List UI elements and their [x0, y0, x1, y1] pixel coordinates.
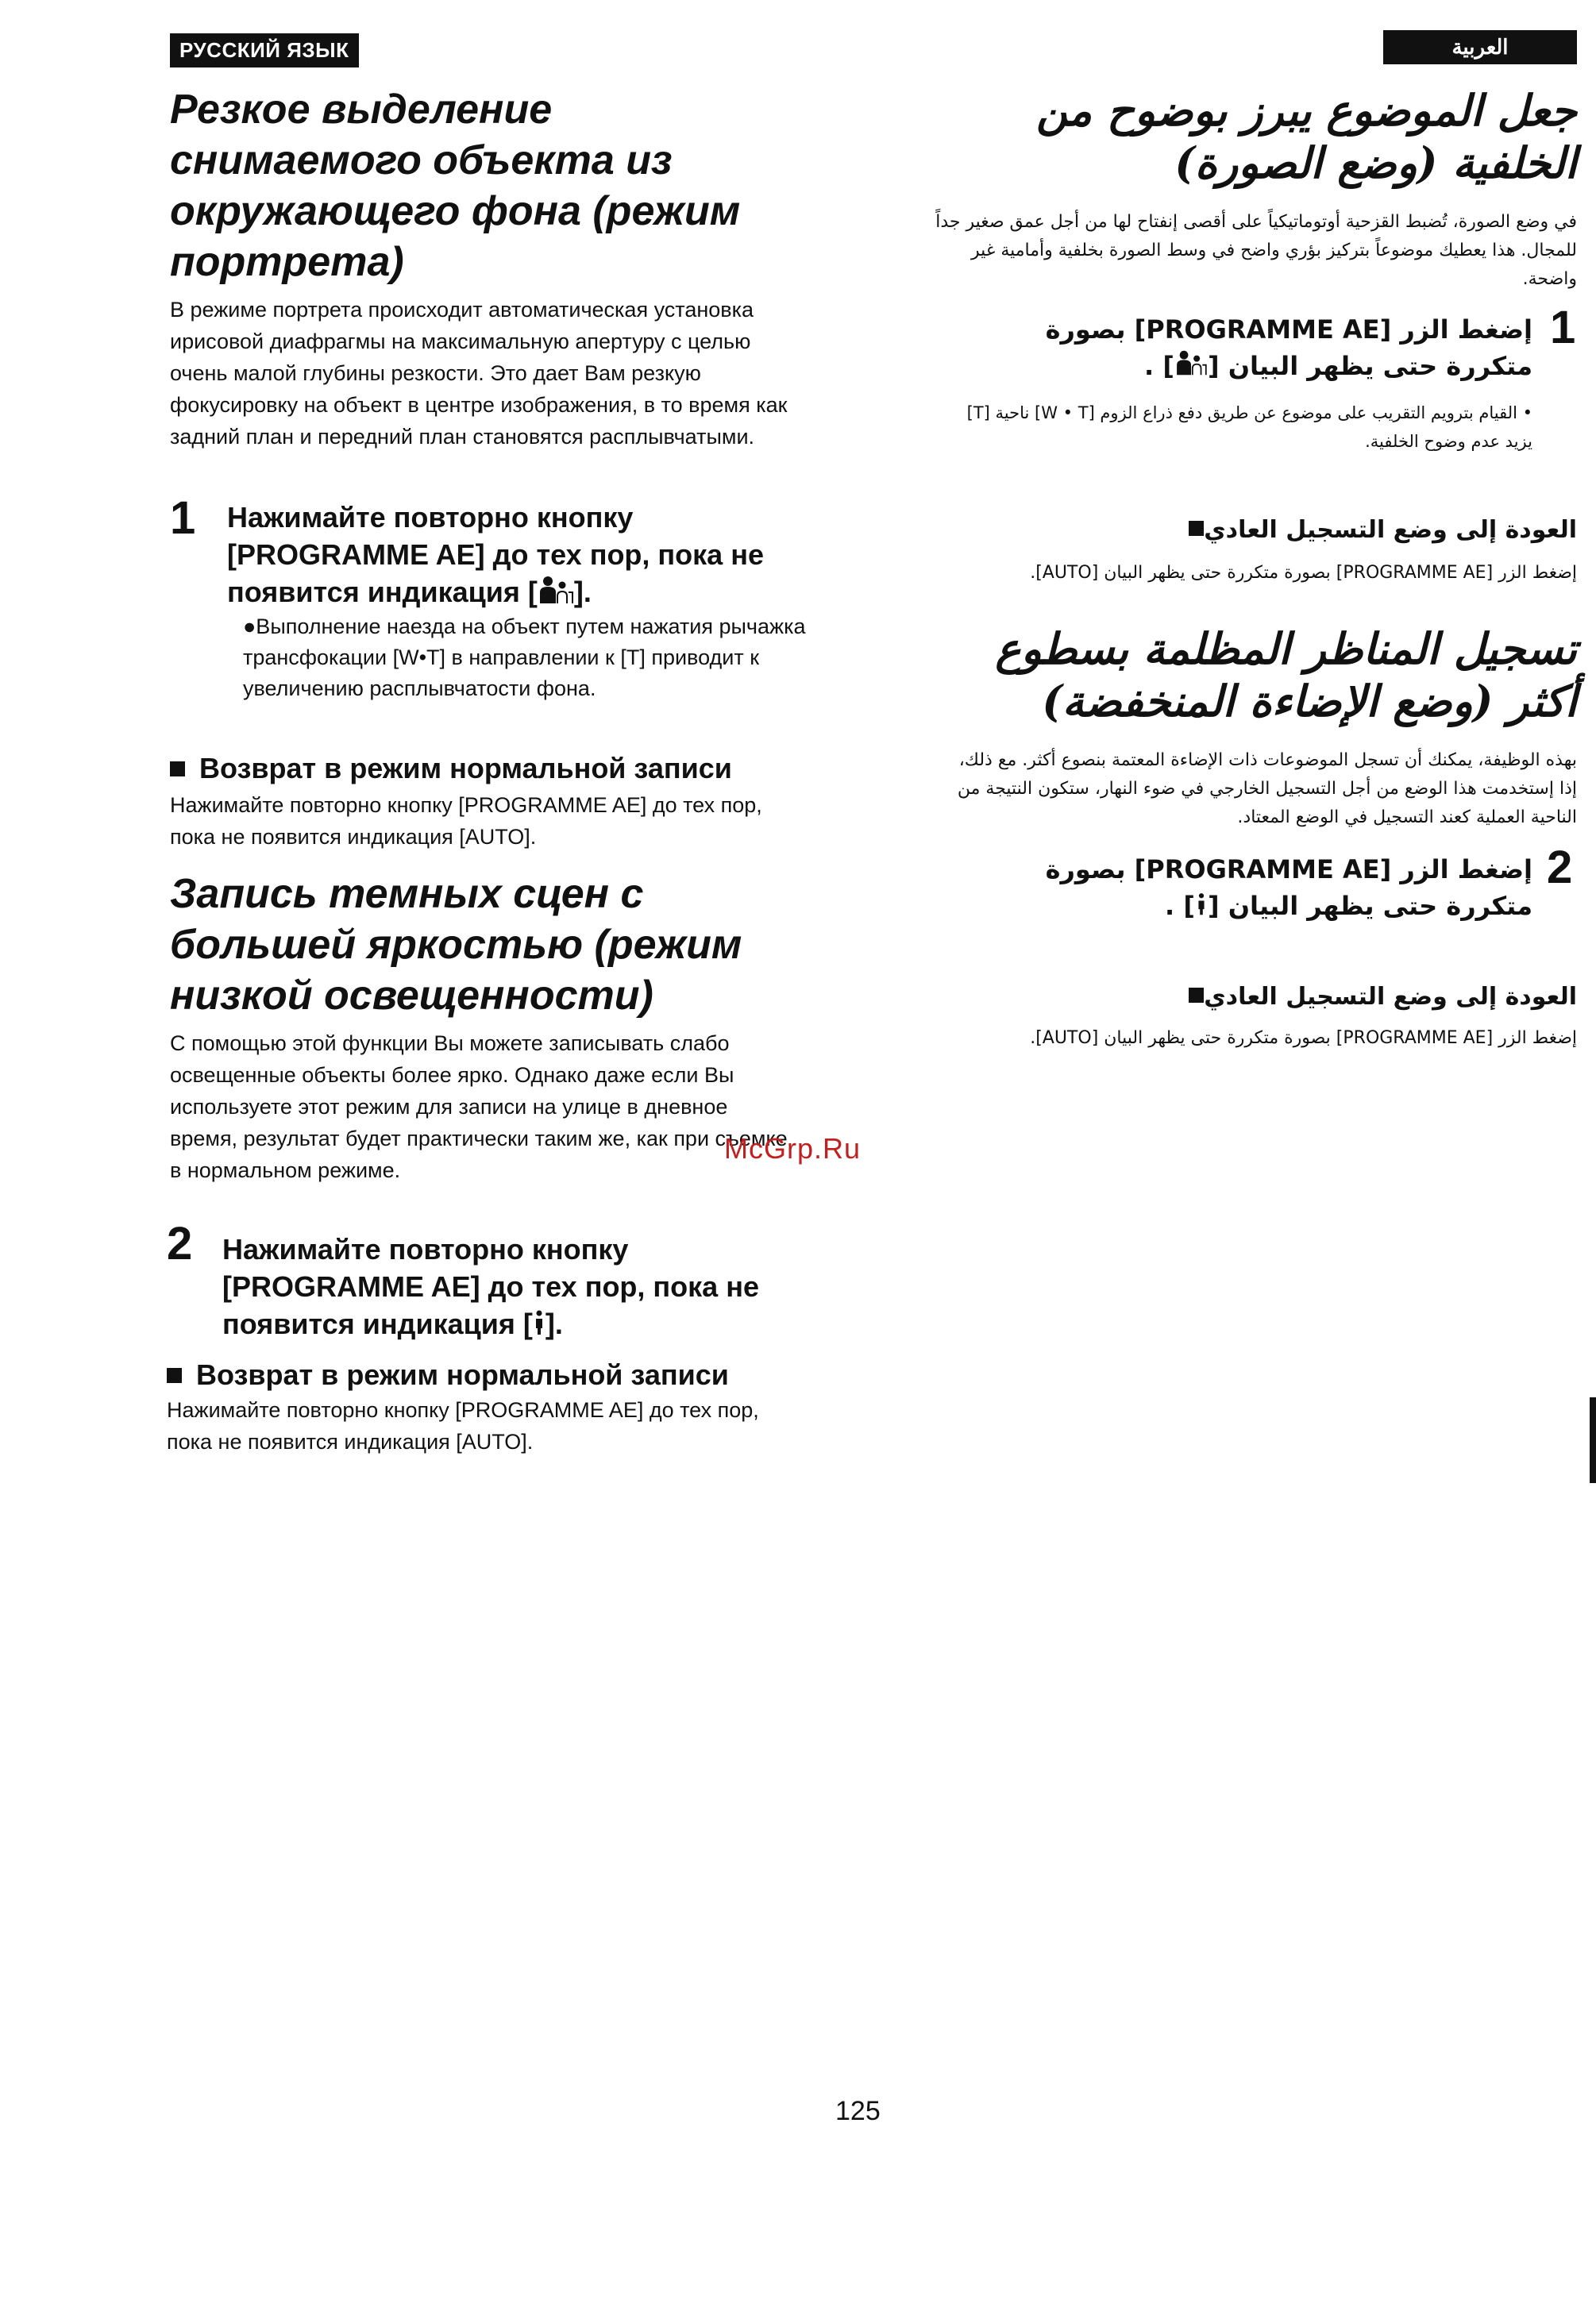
return-normal-title: Возврат в режим нормальной записи — [196, 1358, 729, 1391]
square-bullet-icon — [1189, 521, 1204, 536]
return-normal-body-ar: إضغط الزر [PROGRAMME AE] بصورة متكررة حتى يظهر البيان [AUTO]. — [1030, 1028, 1577, 1048]
section-lowlight-ru — [170, 869, 805, 1186]
square-bullet-icon — [167, 1368, 182, 1383]
portrait-mode-icon — [538, 575, 574, 614]
return-normal-heading-ar — [1032, 514, 1577, 546]
page-number: 125 — [835, 2096, 881, 2126]
step-number-ar: 2 — [1547, 842, 1573, 893]
language-tag-russian: РУССКИЙ ЯЗЫК — [170, 33, 359, 67]
low-light-mode-icon — [1195, 889, 1208, 926]
step-instruction — [227, 499, 815, 614]
return-normal-heading-ar — [1032, 981, 1577, 1013]
square-bullet-icon — [1189, 988, 1204, 1003]
step-instruction — [222, 1231, 810, 1345]
step-instruction-ar — [985, 851, 1532, 926]
step-number: 2 — [167, 1218, 193, 1270]
step-note: ●Выполнение наезда на объект путем нажатия рычажка трансфокации [W•T] в направлении к [T] приводит к увеличению расплывчатости фона. — [243, 615, 806, 700]
return-normal-body: Нажимайте повторно кнопку [PROGRAMME AE] до тех пор, пока не появится индикация [AUTO]. — [170, 793, 762, 849]
return-normal-title-ar: العودة إلى وضع التسجيل العادي — [1204, 983, 1577, 1011]
step-text-end: ]. — [545, 1308, 563, 1340]
step-text-ar: إضغط الزر [PROGRAMME AE] بصورة متكررة حتى يظهر البيان [ — [1045, 854, 1532, 921]
return-normal-title: Возврат в режим нормальной записи — [199, 752, 732, 784]
step-text-ar: إضغط الزر [PROGRAMME AE] بصورة متكررة حتى يظهر البيان [ — [1045, 314, 1532, 381]
return-normal-title-ar: العودة إلى وضع التسجيل العادي — [1204, 516, 1577, 544]
return-normal-body: Нажимайте повторно кнопку [PROGRAMME AE] до тех пор, пока не появится индикация [AUTO]. — [167, 1398, 759, 1454]
return-normal-heading — [167, 1358, 729, 1393]
step-note-ar: • القيام بترويم التقريب على موضوع عن طريق دفع ذراع الزوم [W • T] ناحية [T] يزيد عدم وضوح الخلفية. — [966, 403, 1532, 451]
step-text-end-ar: ] . — [1144, 351, 1174, 381]
section-body: В режиме портрета происходит автоматическая установка ирисовой диафрагмы на максимальную апертуру с целью очень малой глубины резкости. Это дает Вам резкую фокусировку на объект в центре изображения, в то время как задний план и передний план становятся расплывчатыми. — [170, 298, 788, 449]
section-title-ar: تسجيل المناظر المظلمة بسطوع أكثر (وضع الإضاءة المنخفضة) — [995, 623, 1577, 726]
section-body-ar: بهذه الوظيفة، يمكنك أن تسجل الموضوعات ذات الإضاءة المعتمة بنصوع أكثر. مع ذلك، إذا إستخدمت هذا الوضع من أجل التسجيل الخارجي في ضوء النهار، ستكون النتيجة من الناحية العملية كعند التسجيل في الوضع المعتاد. — [957, 750, 1577, 827]
watermark: McGrp.Ru — [724, 1132, 862, 1165]
section-title: Запись темных сцен с большей яркостью (режим низкой освещенности) — [170, 871, 742, 1019]
step-text: Нажимайте повторно кнопку [PROGRAMME AE] до тех пор, пока не появится индикация [ — [222, 1233, 759, 1340]
section-body: С помощью этой функции Вы можете записывать слабо освещенные объекты более ярко. Однако даже если Вы используете этот режим для записи на улице в дневное время, результат будет практически таким же, как при съемке в нормальном режиме. — [170, 1031, 788, 1182]
step-text-end-ar: ] . — [1165, 891, 1195, 921]
portrait-mode-icon — [1174, 349, 1208, 386]
low-light-mode-icon — [533, 1308, 545, 1345]
square-bullet-icon — [170, 761, 185, 776]
page-edge-tab — [1590, 1397, 1596, 1483]
step-number: 1 — [170, 492, 196, 544]
step-text-end: ]. — [573, 576, 592, 608]
step-instruction-ar — [985, 311, 1532, 386]
section-title-ar: جعل الموضوع يبرز بوضوح من الخلفية (وضع الصورة) — [1036, 85, 1577, 188]
step-number-ar: 1 — [1550, 302, 1576, 353]
language-tag-arabic: العربية — [1383, 30, 1577, 64]
return-normal-body-ar: إضغط الزر [PROGRAMME AE] بصورة متكررة حتى يظهر البيان [AUTO]. — [1030, 563, 1577, 583]
section-body-ar: في وضع الصورة، تُضبط القزحية أوتوماتيكياً على أقصى إنفتاح لها من أجل عمق صغير جداً للمجال. هذا يعطيك موضوعاً بتركيز بؤري واضح في وسط الصورة بخلفية وأمامية غير واضحة. — [935, 212, 1577, 289]
section-title: Резкое выделение снимаемого объекта из окружающего фона (режим портрета) — [170, 87, 741, 285]
step-text: Нажимайте повторно кнопку [PROGRAMME AE] до тех пор, пока не появится индикация [ — [227, 501, 764, 608]
section-portrait-ru — [170, 84, 805, 453]
return-normal-heading — [170, 751, 732, 786]
